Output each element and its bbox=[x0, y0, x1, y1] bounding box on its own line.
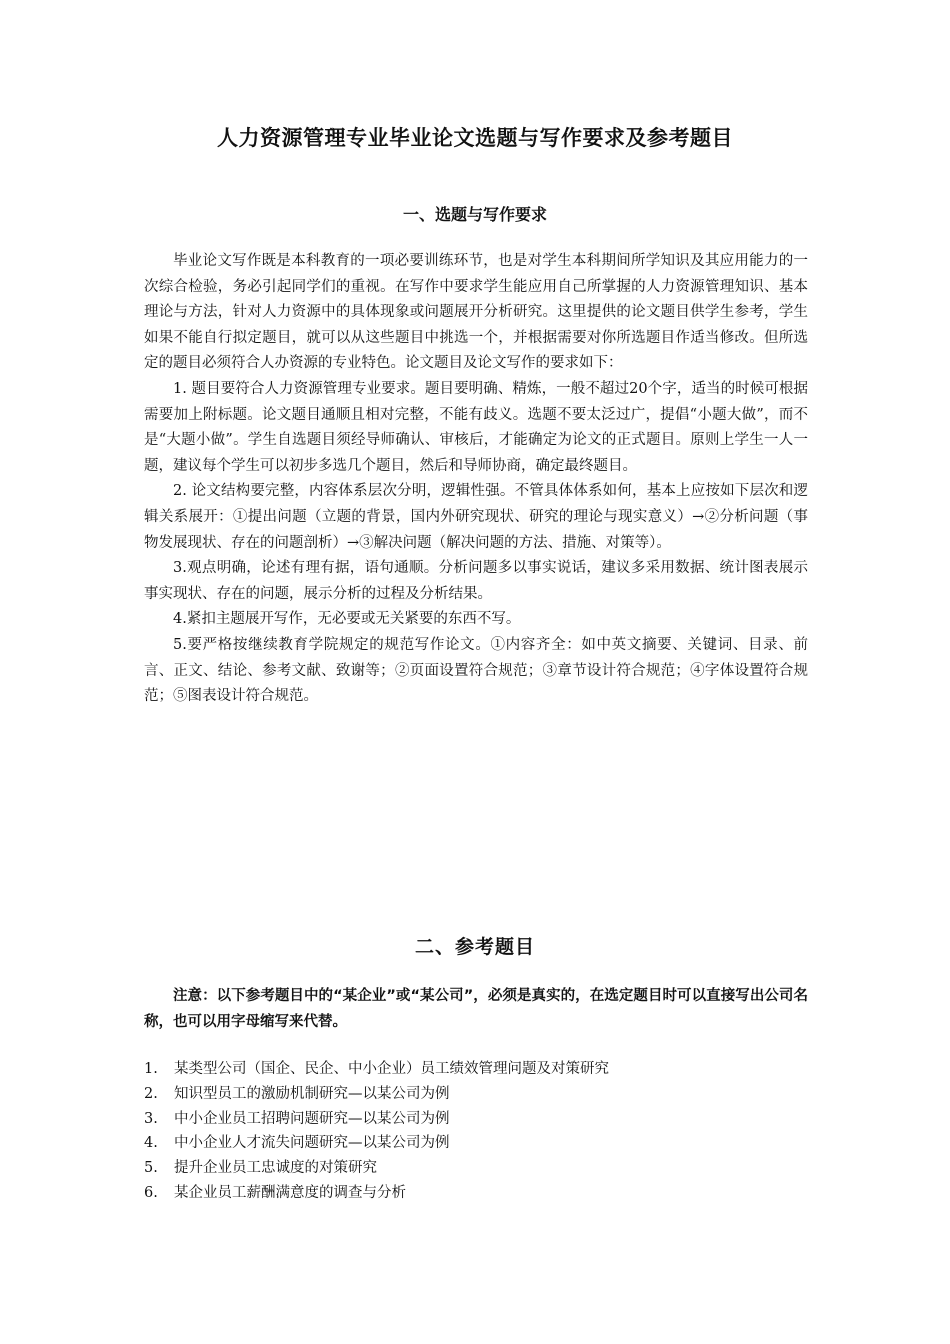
list-item bbox=[144, 1057, 808, 1082]
document-title: 人力资源管理专业毕业论文选题与写作要求及参考题目 bbox=[217, 126, 733, 150]
list-item bbox=[144, 1156, 808, 1181]
list-item-number: 4. bbox=[144, 1135, 158, 1152]
paragraph-requirement-5: 5.要严格按继续教育学院规定的规范写作论文。①内容齐全：如中英文摘要、关键词、目录、前言、正文、结论、参考文献、致谢等；②页面设置符合规范；③章节设计符合规范；④字体设置符合规范；⑤图表设计符合规范。 bbox=[144, 636, 808, 705]
list-item bbox=[144, 1181, 808, 1206]
list-item-number: 1. bbox=[144, 1061, 158, 1077]
list-item-text: 中小企业员工招聘问题研究—以某公司为例 bbox=[174, 1110, 450, 1127]
note-paragraph: 注意：以下参考题目中的“某企业”或“某公司”，必须是真实的，在选定题目时可以直接写出公司名称，也可以用字母缩写来代替。 bbox=[144, 988, 808, 1030]
section-heading-reference-topics: 二、参考题目 bbox=[414, 936, 535, 958]
list-item-text: 某类型公司（国企、民企、中小企业）员工绩效管理问题及对策研究 bbox=[174, 1061, 609, 1077]
paragraph-intro: 毕业论文写作既是本科教育的一项必要训练环节，也是对学生本科期间所学知识及其应用能力的一次综合检验，务必引起同学们的重视。在写作中要求学生能应用自己所掌握的人力资源管理知识、基本理论与方法，针对人力资源中的具体现象或问题展开分析研究。这里提供的论文题目供学生参考，学生如果不能自行拟定题目，就可以从这些题目中挑选一个，并根据需要对你所选题目作适当修改。但所选定的题目必须符合人办资源的专业特色。论文题目及论文写作的要求如下： bbox=[144, 253, 808, 372]
list-item-text: 知识型员工的激励机制研究—以某公司为例 bbox=[174, 1085, 450, 1102]
paragraph-requirement-4: 4.紧扣主题展开写作，无必要或无关紧要的东西不写。 bbox=[173, 611, 521, 628]
list-item bbox=[144, 1107, 808, 1132]
list-item bbox=[144, 1131, 808, 1156]
list-item-number: 5. bbox=[144, 1160, 158, 1177]
list-item-number: 2. bbox=[144, 1085, 158, 1102]
requirements-body bbox=[144, 249, 808, 710]
list-item-text: 中小企业人才流失问题研究—以某公司为例 bbox=[174, 1135, 450, 1152]
list-item-number: 3. bbox=[144, 1110, 158, 1127]
list-item-text: 某企业员工薪酬满意度的调查与分析 bbox=[174, 1184, 406, 1201]
list-item bbox=[144, 1082, 808, 1107]
list-item-number: 6. bbox=[144, 1184, 158, 1201]
paragraph-requirement-2: 2. 论文结构要完整，内容体系层次分明，逻辑性强。不管具体体系如何，基本上应按如下层次和逻辑关系展开：①提出问题（立题的背景，国内外研究现状、研究的理论与现实意义）→②分析问题（事物发展现状、存在的问题剖析）→③解决问题（解决问题的方法、措施、对策等）。 bbox=[144, 483, 808, 551]
section-heading-requirements: 一、选题与写作要求 bbox=[402, 205, 547, 224]
reference-topic-list bbox=[144, 1057, 808, 1206]
list-item-text: 提升企业员工忠诚度的对策研究 bbox=[174, 1160, 377, 1177]
paragraph-requirement-1: 1. 题目要符合人力资源管理专业要求。题目要明确、精炼，一般不超过20个字，适当的时候可根据需要加上附标题。论文题目通顺且相对完整，不能有歧义。选题不要太泛过广，提倡“小题大做”，而不是“大题小做”。学生自选题目须经导师确认、审核后，才能确定为论文的正式题目。原则上学生一人一题，建议每个学生可以初步多选几个题目，然后和导师协商，确定最终题目。 bbox=[144, 380, 808, 474]
paragraph-requirement-3: 3.观点明确，论述有理有据，语句通顺。分析问题多以事实说话，建议多采用数据、统计图表展示事实现状、存在的问题，展示分析的过程及分析结果。 bbox=[144, 560, 808, 602]
